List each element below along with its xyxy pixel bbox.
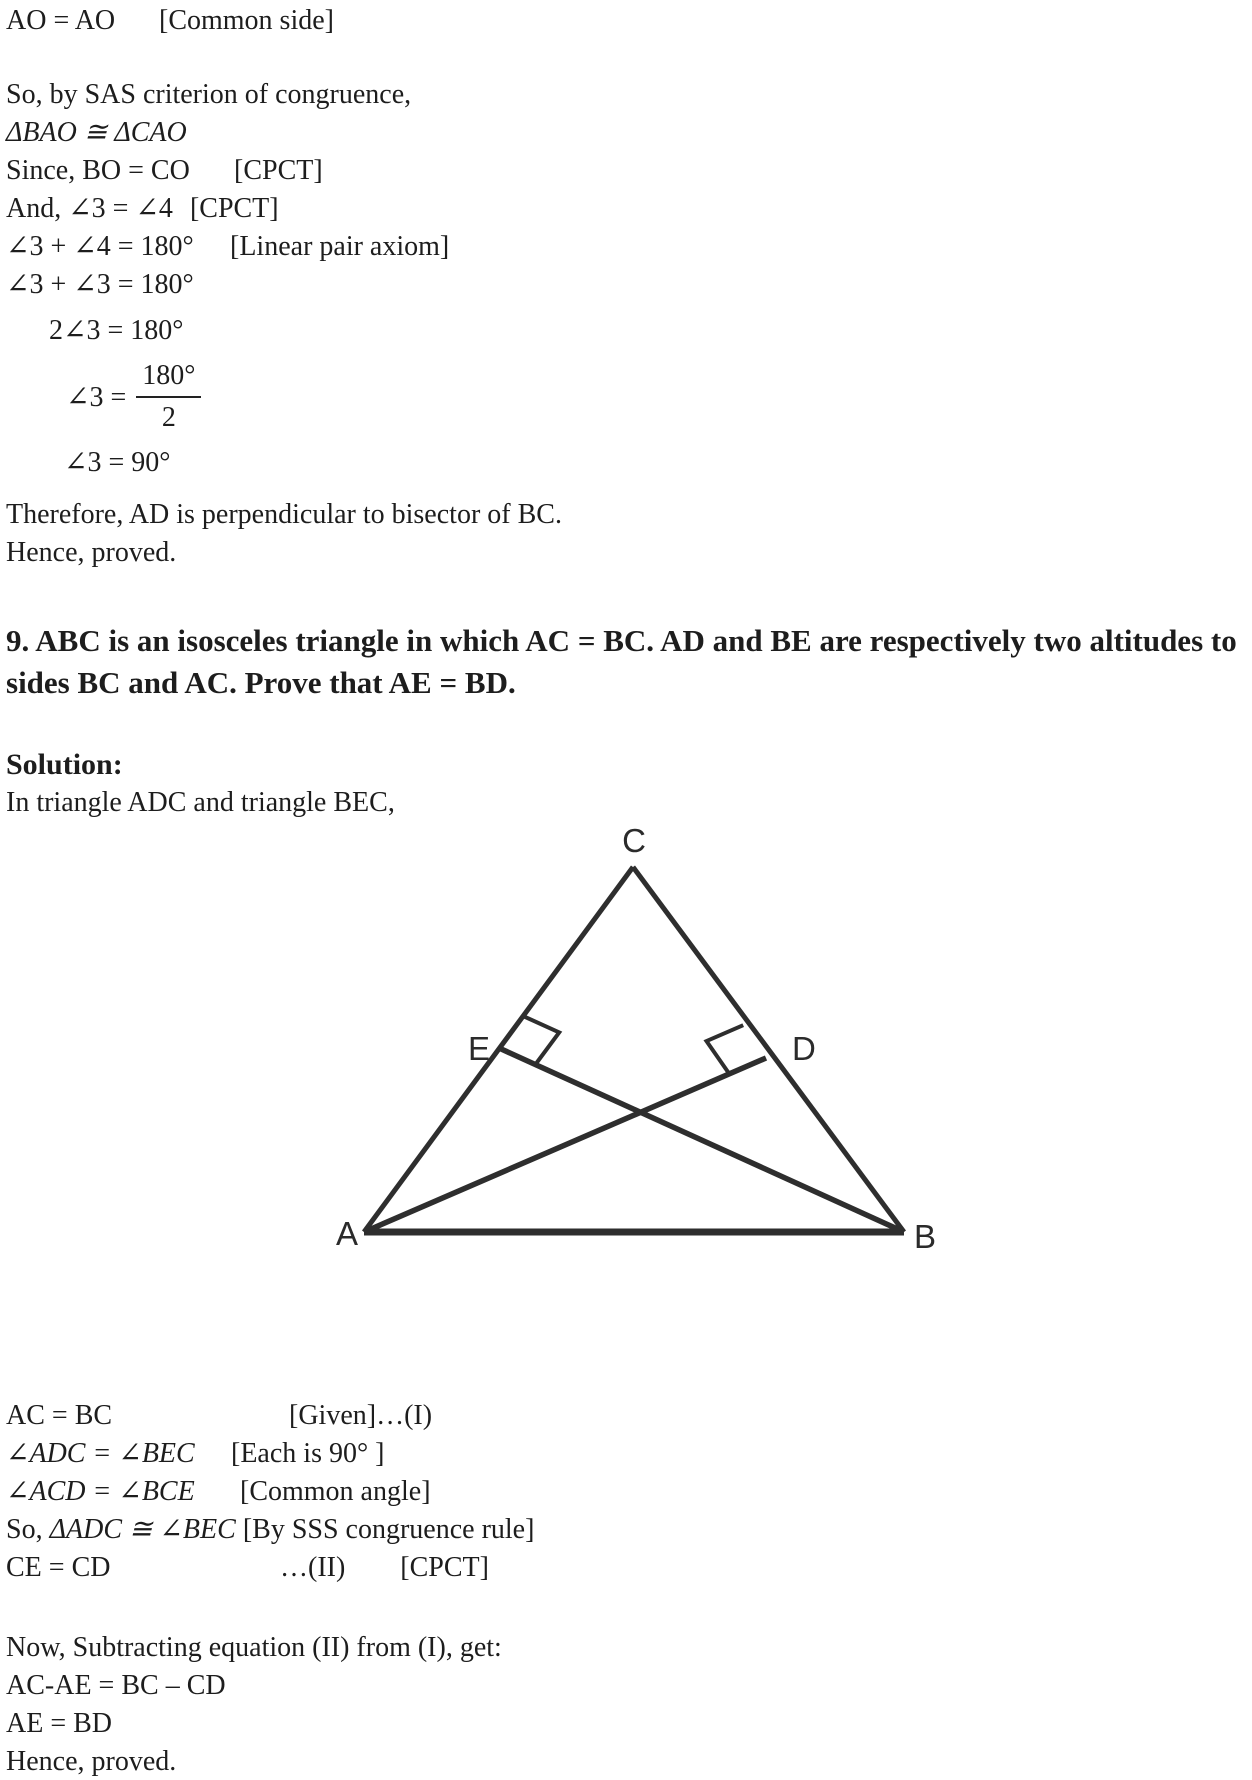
proof2-line-common-angle [6, 1473, 1252, 1511]
triangle-figure [6, 822, 1252, 1367]
question-9-text: 9. ABC is an isosceles triangle in which AC = BC. AD and BE are respectively two altitudes to sides BC and AC. Prove that AE = BD. [6, 623, 1237, 700]
equation-ao: AO = AO [6, 5, 116, 36]
proof-section-bottom [6, 1397, 1252, 1780]
proof2-line-right-angles [6, 1435, 1252, 1473]
proof-section-top [6, 2, 1252, 572]
fraction-denominator: 2 [161, 402, 176, 433]
altitude-be [499, 1048, 904, 1232]
equation-congruence-group [6, 1511, 236, 1549]
reason-common-side: [Common side] [159, 5, 334, 36]
proof2-line-congruence [6, 1511, 1252, 1549]
proof-line-hence-proved-1: Hence, proved. [6, 537, 177, 568]
equation-ref-ii: …(II) [280, 1552, 346, 1583]
equation-bo-co: Since, BO = CO [6, 155, 190, 186]
proof2-line-ce-cd [6, 1549, 1252, 1587]
altitude-ad [364, 1058, 766, 1232]
proof-line-double-angle: 2∠3 = 180° [49, 315, 184, 346]
proof2-line-subtraction-eq: AC-AE = BC – CD [6, 1670, 226, 1701]
vertex-label-a: A [335, 1215, 358, 1252]
equation-acd-bce: ∠ACD = ∠BCE [6, 1476, 195, 1507]
reason-linear-pair: [Linear pair axiom] [230, 231, 450, 262]
solution-heading: Solution: [6, 748, 123, 781]
proof-line-bo-co [6, 152, 1252, 190]
proof-line-angle-90: ∠3 = 90° [64, 447, 171, 478]
proof2-line-subtracting: Now, Subtracting equation (II) from (I), get: [6, 1632, 502, 1663]
proof2-line-ae-bd: AE = BD [6, 1708, 113, 1739]
proof-line-congruence-bao-cao: ΔBAO ≅ ΔCAO [6, 117, 187, 148]
right-angle-mark-d [707, 1025, 744, 1074]
reason-common-angle: [Common angle] [240, 1476, 431, 1507]
vertex-label-b: B [914, 1218, 937, 1255]
proof-line-fraction [66, 354, 1252, 440]
proof-line-common-side [6, 2, 1252, 40]
foot-label-e: E [467, 1030, 490, 1067]
equation-angle3-angle4: And, ∠3 = ∠4 [6, 193, 173, 224]
fraction-lhs: ∠3 = [66, 382, 127, 413]
proof-line-angle3-angle4 [6, 190, 1252, 228]
proof-line-therefore: Therefore, AD is perpendicular to bisector of BC. [6, 499, 562, 530]
proof-line-sas: So, by SAS criterion of congruence, [6, 79, 412, 110]
reason-cpct-1: [CPCT] [234, 155, 323, 186]
proof-line-linear-pair [6, 228, 1252, 266]
reason-cpct-3: [CPCT] [400, 1552, 489, 1583]
equation-adc-bec: ∠ADC = ∠BEC [6, 1438, 195, 1469]
vertex-label-c: C [622, 822, 646, 859]
proof2-line-given [6, 1397, 1252, 1435]
equation-adc-congruent-bec: ΔADC ≅ ∠BEC [49, 1514, 236, 1545]
triangle-diagram [6, 822, 1252, 1367]
reason-given: [Given]…(I) [289, 1400, 433, 1431]
equation-ce-cd: CE = CD [6, 1552, 111, 1583]
proof2-line-hence-proved: Hence, proved. [6, 1746, 177, 1777]
equation-ac-bc: AC = BC [6, 1400, 113, 1431]
reason-cpct-2: [CPCT] [189, 193, 279, 224]
solution-intro: In triangle ADC and triangle BEC, [6, 787, 395, 818]
triangle-side-bc [633, 867, 904, 1232]
reason-each-90: [Each is 90° ] [231, 1438, 385, 1469]
proof-line-sum-same-angle: ∠3 + ∠3 = 180° [6, 269, 194, 300]
foot-label-d: D [792, 1030, 816, 1067]
fraction [136, 356, 201, 438]
equation-sum-180: ∠3 + ∠4 = 180° [6, 231, 194, 262]
right-angle-mark-e [523, 1016, 559, 1065]
fraction-numerator: 180° [136, 356, 201, 398]
equation-prefix: So, [6, 1514, 43, 1545]
reason-sss-rule: [By SSS congruence rule] [242, 1514, 535, 1545]
